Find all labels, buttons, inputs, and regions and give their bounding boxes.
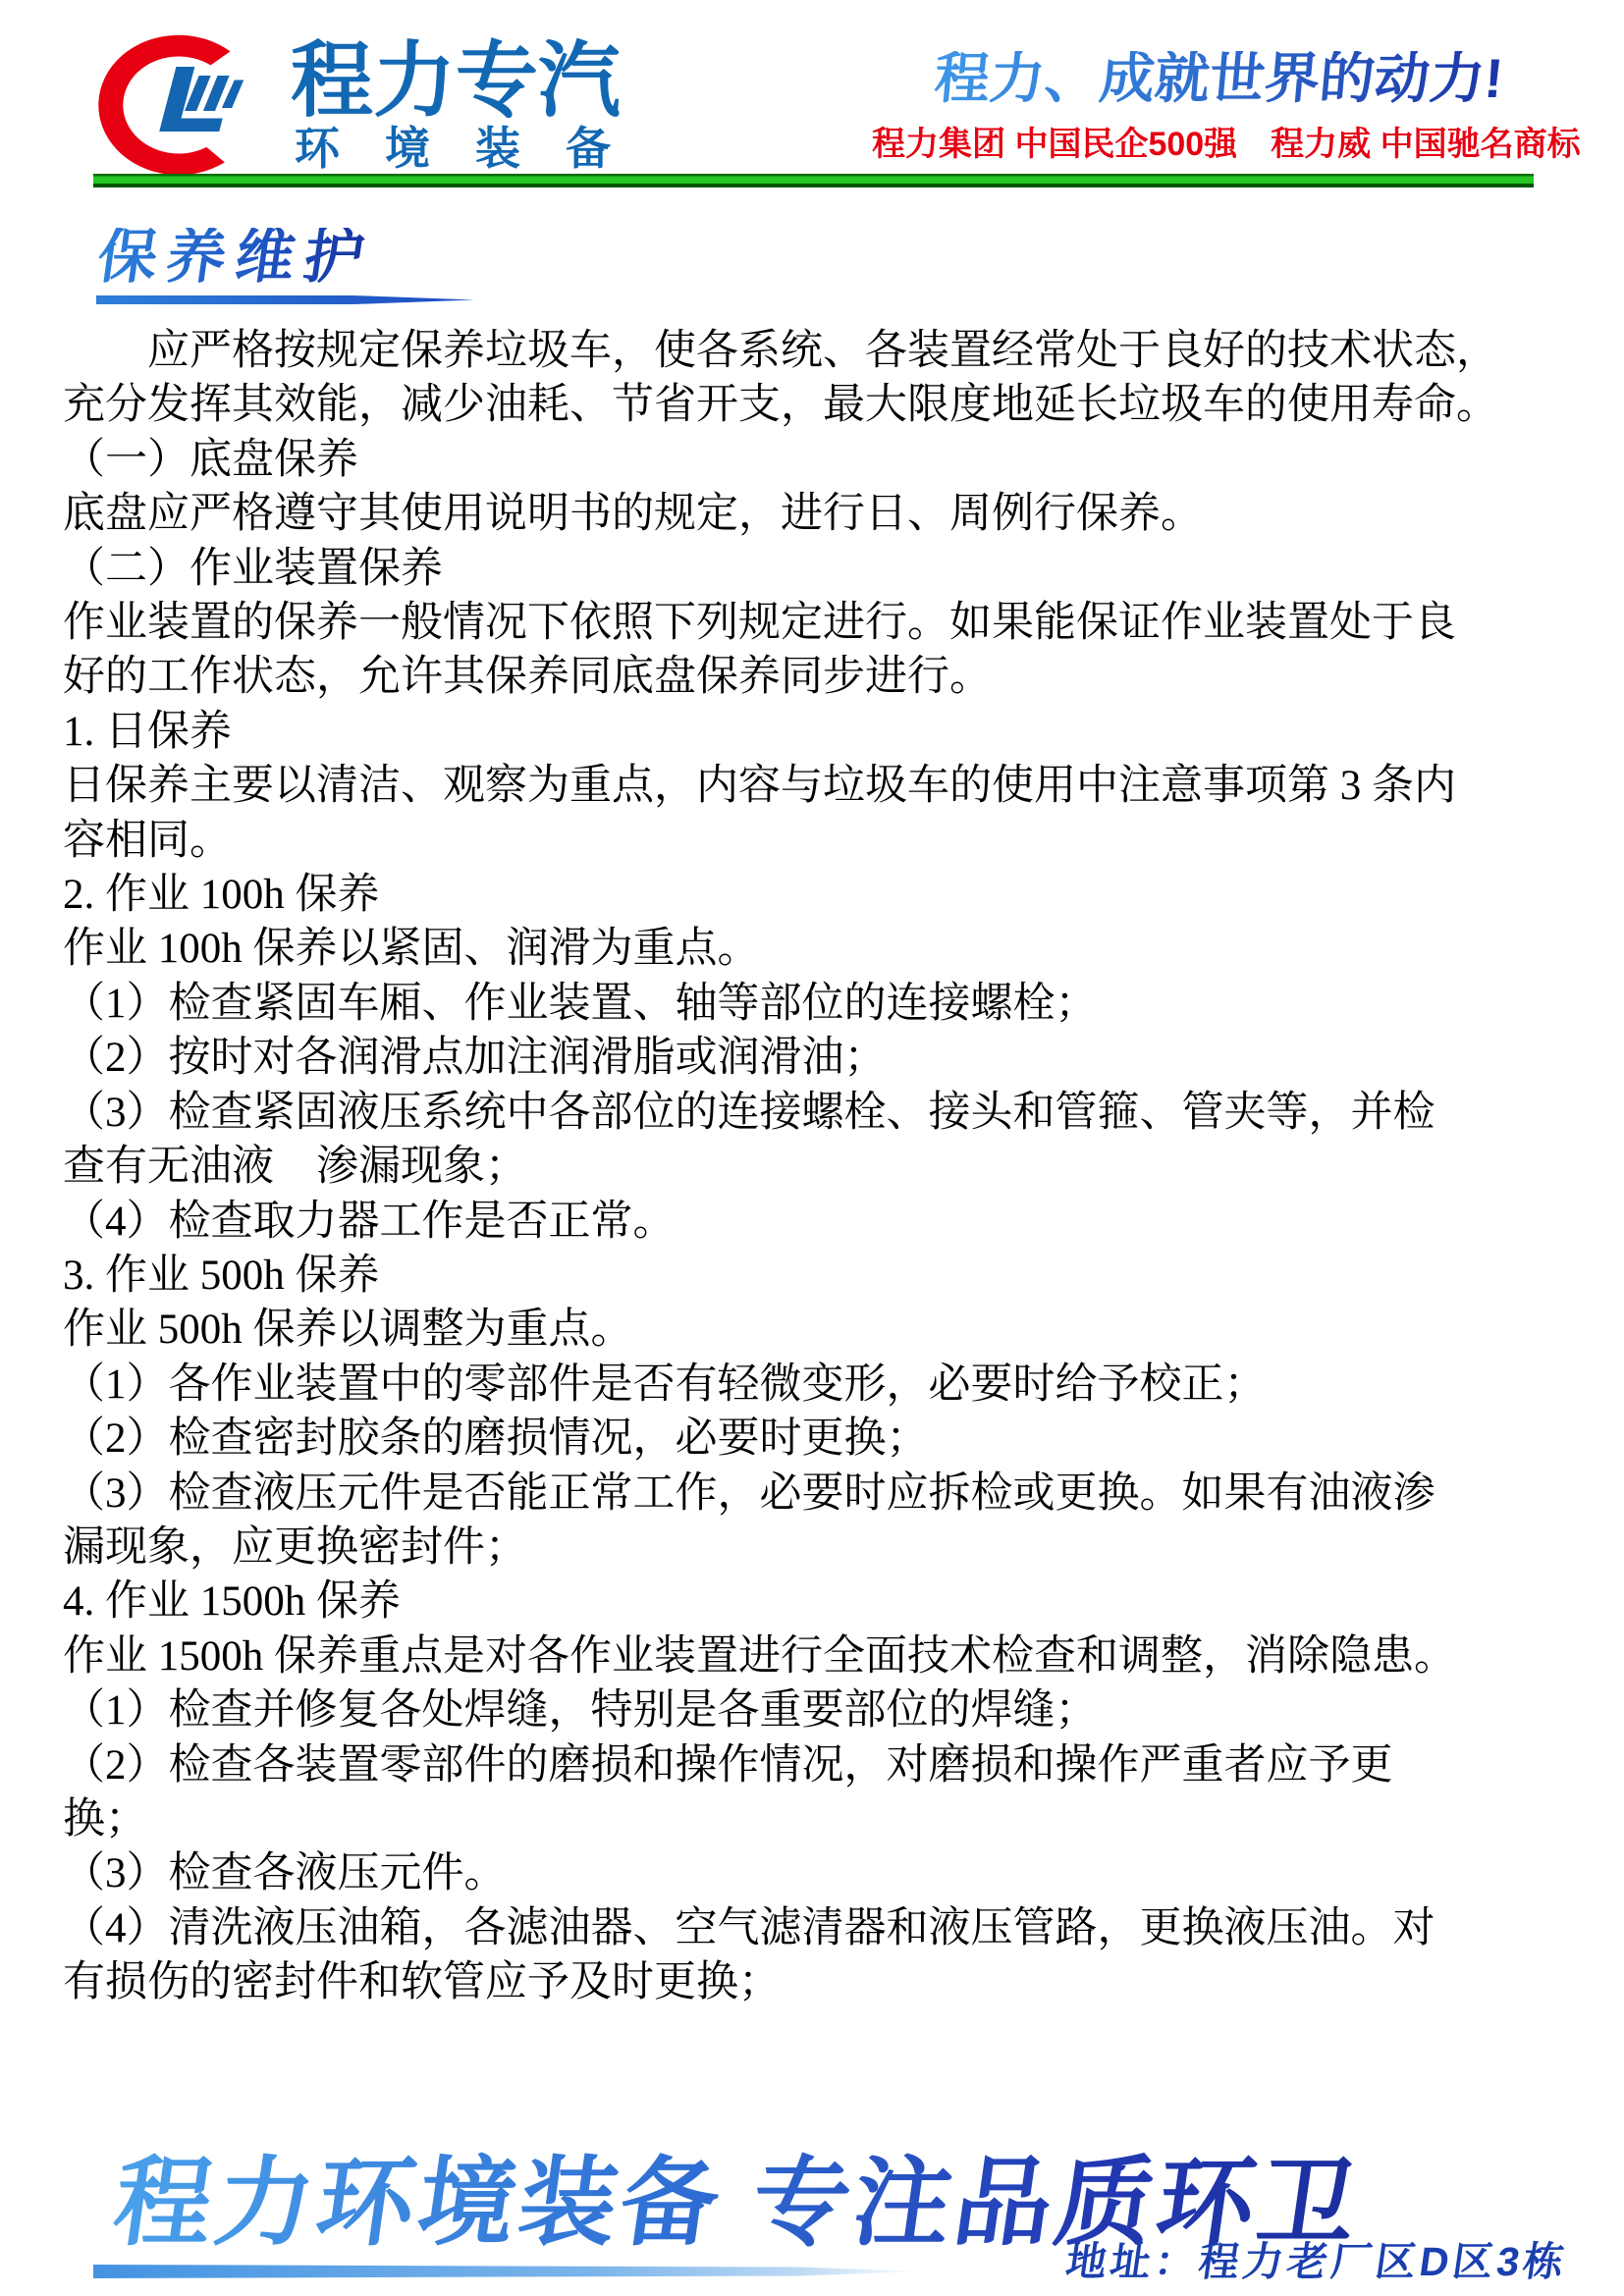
body-line: （一）底盘保养 [63, 436, 358, 483]
body-line: 2. 作业 100h 保养 [63, 872, 380, 919]
body-text [63, 324, 1516, 2010]
body-line: （1）各作业装置中的零部件是否有轻微变形，必要时给予校正； [63, 1361, 1267, 1408]
body-line: 3. 作业 500h 保养 [63, 1252, 380, 1299]
body-line: 作业 1500h 保养重点是对各作业装置进行全面技术检查和调整，消除隐患。 [63, 1632, 1456, 1680]
body-line: （4）检查取力器工作是否正常。 [63, 1198, 676, 1245]
brand-title: 程力专汽 [291, 34, 622, 127]
body-line: 应严格按规定保养垃圾车，使各系统、各装置经常处于良好的技术状态， [63, 328, 1498, 374]
body-line: 换； [63, 1795, 147, 1842]
body-line: （1）检查并修复各处焊缝，特别是各重要部位的焊缝； [63, 1687, 1098, 1735]
body-line: 充分发挥其效能，减少油耗、节省开支，最大限度地延长垃圾车的使用寿命。 [63, 382, 1498, 429]
body-line: 漏现象，应更换密封件； [63, 1523, 527, 1571]
header-tagline: 程力集团 中国民企500强 程力威 中国驰名商标 [872, 126, 1581, 163]
body-line: （3）检查液压元件是否能正常工作，必要时应拆检或更换。如果有油液渗 [63, 1469, 1435, 1517]
body-line: （3）检查紧固液压系统中各部位的连接螺栓、接头和管箍、管夹等，并检 [63, 1089, 1435, 1136]
body-line: 查有无油液 渗漏现象； [63, 1144, 527, 1191]
body-line: 日保养主要以清洁、观察为重点，内容与垃圾车的使用中注意事项第 3 条内 [63, 763, 1456, 810]
body-line: （1）检查紧固车厢、作业装置、轴等部位的连接螺栓； [63, 980, 1098, 1027]
body-line: （2）检查密封胶条的磨损情况，必要时更换； [63, 1415, 929, 1463]
body-line: 1. 日保养 [63, 708, 232, 755]
body-line: 好的工作状态，允许其保养同底盘保养同步进行。 [63, 654, 992, 701]
body-line: 有损伤的密封件和软管应予及时更换； [63, 1959, 781, 2006]
header-slogan: 程力、成就世界的动力! [932, 47, 1506, 109]
body-line: （2）按时对各润滑点加注润滑脂或润滑油； [63, 1035, 887, 1082]
title-underline [96, 295, 474, 304]
body-line: 容相同。 [63, 817, 232, 864]
body-line: 作业 500h 保养以调整为重点。 [63, 1307, 633, 1354]
page-title: 保养维护 [93, 224, 378, 290]
body-line: （二）作业装置保养 [63, 545, 443, 592]
brand-subtitle: 环境装备 [295, 123, 656, 174]
footer-address: 地址：程力老厂区D区3栋 [1062, 2239, 1571, 2284]
body-line: （2）检查各装置零部件的磨损和操作情况，对磨损和操作严重者应予更 [63, 1741, 1393, 1789]
body-line: （3）检查各液压元件。 [63, 1850, 507, 1897]
footer-underline-swoosh [93, 2265, 923, 2278]
chengli-logo-icon [94, 31, 263, 179]
body-line: 作业 100h 保养以紧固、润滑为重点。 [63, 926, 760, 973]
body-line: 底盘应严格遵守其使用说明书的规定，进行日、周例行保养。 [63, 491, 1203, 538]
body-line: （4）清洗液压油箱，各滤油器、空气滤清器和液压管路，更换液压油。对 [63, 1904, 1435, 1951]
body-line: 作业装置的保养一般情况下依照下列规定进行。如果能保证作业装置处于良 [63, 600, 1456, 647]
footer-slogan: 程力环境装备 专注品质环卫 [107, 2148, 1368, 2257]
green-divider [93, 174, 1534, 187]
body-line: 4. 作业 1500h 保养 [63, 1578, 401, 1626]
